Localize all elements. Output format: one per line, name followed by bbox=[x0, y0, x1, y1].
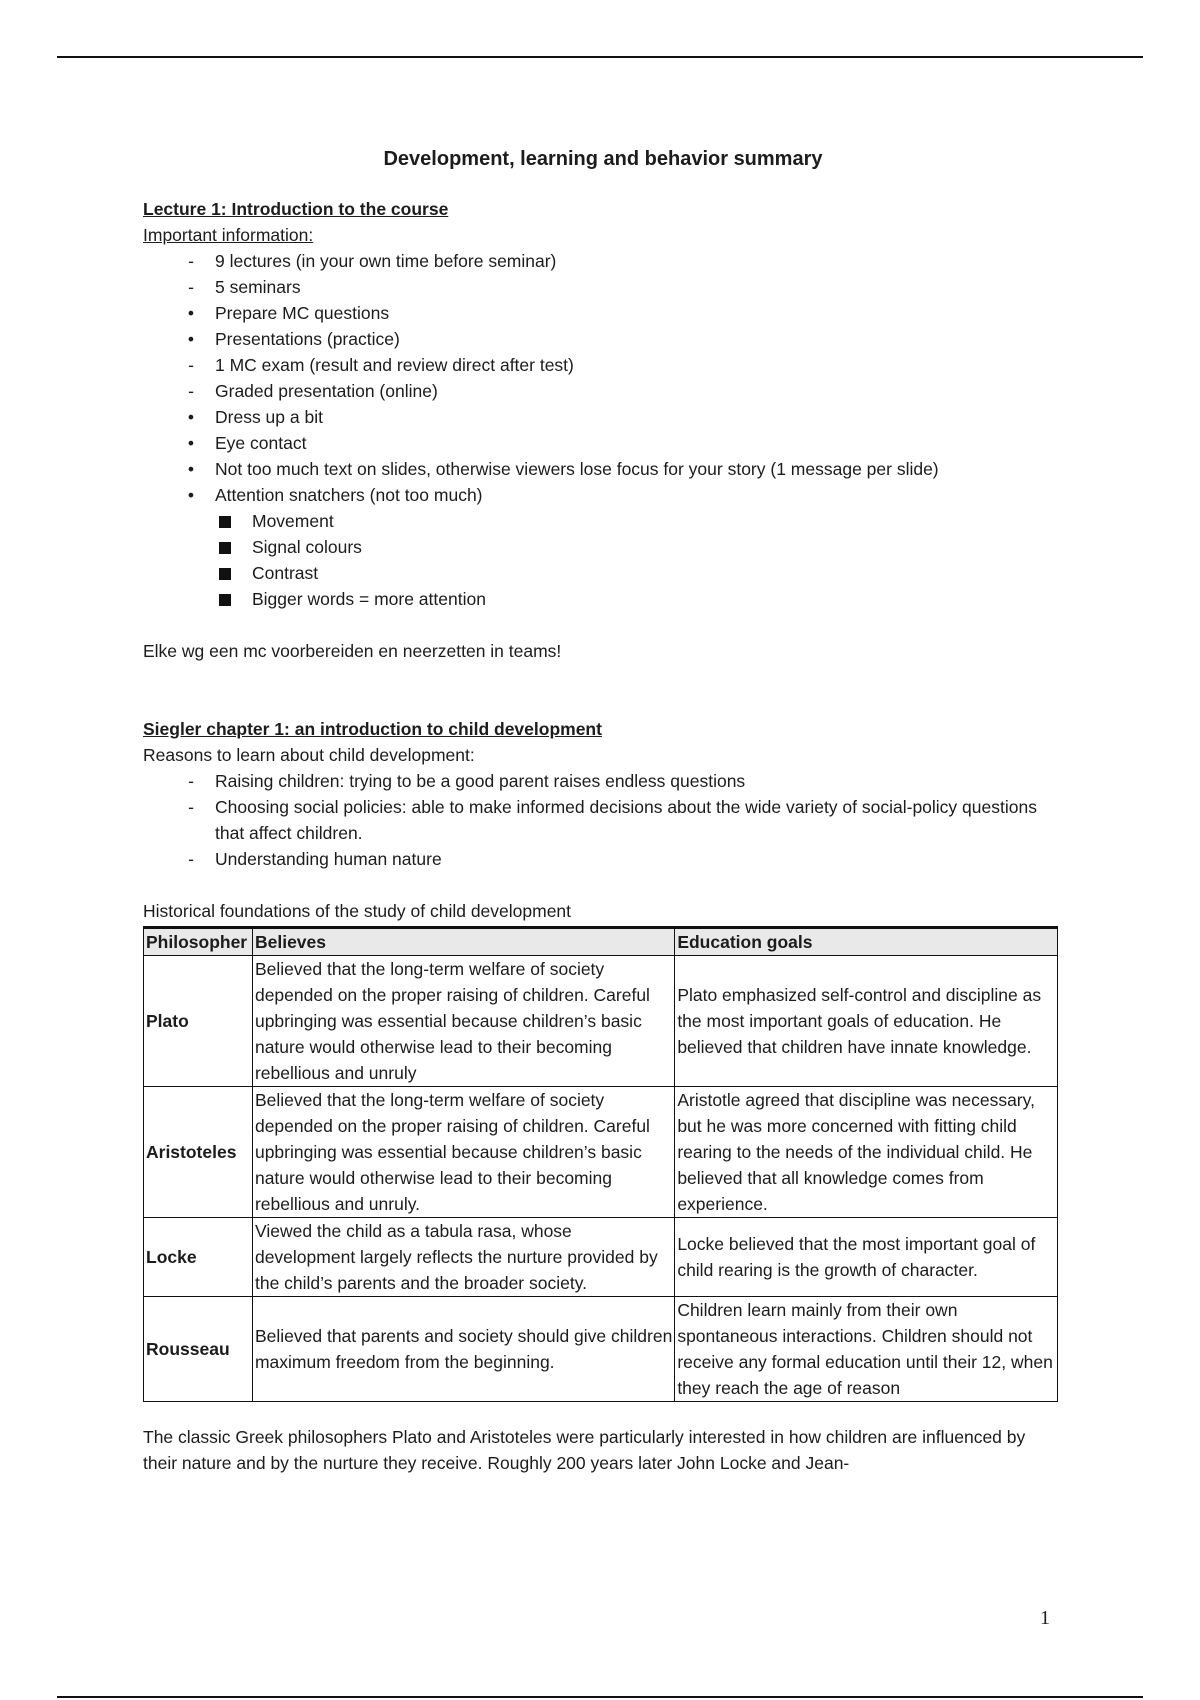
sub-list-item bbox=[143, 560, 1063, 586]
list-item bbox=[143, 274, 1063, 300]
lecture1-subheading: Important information: bbox=[143, 225, 314, 245]
list-marker: • bbox=[187, 303, 195, 323]
list-item-text: 9 lectures (in your own time before seminar) bbox=[215, 251, 557, 271]
list-item-text: Presentations (practice) bbox=[215, 329, 400, 349]
table-header-row bbox=[144, 928, 1058, 956]
sub-list-item bbox=[143, 508, 1063, 534]
list-item bbox=[143, 248, 1063, 274]
list-item-text: Dress up a bit bbox=[215, 407, 323, 427]
header-education-goals: Education goals bbox=[675, 928, 1058, 956]
list-item-text: Graded presentation (online) bbox=[215, 381, 438, 401]
list-item: - Understanding human nature bbox=[188, 849, 442, 869]
list-item bbox=[143, 404, 1063, 430]
list-item-text: Understanding human nature bbox=[215, 849, 442, 869]
header-philosopher: Philosopher bbox=[144, 928, 253, 956]
list-item-text: Not too much text on slides, otherwise viewers lose focus for your story (1 message per slide) bbox=[215, 459, 939, 479]
list-item bbox=[143, 326, 1063, 352]
list-item-text: Raising children: trying to be a good parent raises endless questions bbox=[215, 771, 746, 791]
sub-list-item-text: Movement bbox=[252, 511, 334, 531]
list-marker: - bbox=[188, 355, 194, 375]
goals-cell: Plato emphasized self-control and discipline as the most important goals of education. He believed that children have innate knowledge. bbox=[675, 956, 1058, 1087]
believes-cell: Believed that the long-term welfare of society depended on the proper raising of children. Careful upbringing was essential because children’s basic nature would otherwise lead to their becoming rebellious and unruly bbox=[252, 956, 674, 1087]
philosopher-name: Plato bbox=[144, 956, 253, 1087]
philosopher-name: Locke bbox=[144, 1218, 253, 1297]
list-marker: - bbox=[188, 277, 194, 297]
list-marker: • bbox=[187, 459, 195, 479]
sub-list-item-text: Bigger words = more attention bbox=[252, 589, 486, 609]
document-title: Development, learning and behavior summary bbox=[383, 148, 823, 170]
goals-cell: Aristotle agreed that discipline was necessary, but he was more concerned with fitting child rearing to the needs of the individual child. He believed that all knowledge comes from experience. bbox=[675, 1087, 1058, 1218]
sub-list-item-text: Contrast bbox=[252, 563, 319, 583]
philosopher-name: Rousseau bbox=[144, 1297, 253, 1402]
chapter1-list bbox=[143, 768, 1063, 872]
footer-rule bbox=[57, 1696, 1143, 1698]
square-bullet-icon bbox=[215, 560, 235, 586]
believes-cell: Believed that the long-term welfare of society depended on the proper raising of children. Careful upbringing was essential because children’s basic nature would otherwise lead to their becoming rebellious and unruly. bbox=[252, 1087, 674, 1218]
square-bullet-icon bbox=[215, 534, 235, 560]
table-row bbox=[144, 956, 1058, 1087]
sub-list-item bbox=[143, 534, 1063, 560]
list-item bbox=[143, 300, 1063, 326]
list-item-text: 5 seminars bbox=[215, 277, 301, 297]
list-item bbox=[143, 378, 1063, 404]
sub-list-item bbox=[143, 586, 1063, 612]
philosopher-name: Aristoteles bbox=[144, 1087, 253, 1218]
chapter1-heading: Siegler chapter 1: an introduction to child development bbox=[143, 719, 602, 739]
list-item bbox=[143, 456, 1063, 482]
history-table bbox=[143, 926, 1058, 1402]
table-row bbox=[144, 1087, 1058, 1218]
lecture1-note: Elke wg een mc voorbereiden en neerzetten in teams! bbox=[143, 641, 562, 661]
square-bullet-icon bbox=[215, 586, 235, 612]
list-marker: - bbox=[188, 381, 194, 401]
list-marker: • bbox=[187, 407, 195, 427]
list-item-text: Attention snatchers (not too much) bbox=[215, 485, 483, 505]
page-number: 1 bbox=[1040, 1607, 1050, 1629]
list-item-text: Choosing social policies: able to make informed decisions about the wide variety of social-policy questions that affect children. bbox=[215, 797, 1037, 843]
list-item-text: Prepare MC questions bbox=[215, 303, 390, 323]
list-item-text: Eye contact bbox=[215, 433, 307, 453]
header-rule bbox=[57, 56, 1143, 58]
list-item: - Choosing social policies: able to make informed decisions about the wide variety of social-policy questions that affect children. bbox=[188, 797, 1037, 843]
list-item bbox=[143, 352, 1063, 378]
list-marker: • bbox=[187, 329, 195, 349]
list-item bbox=[143, 482, 1063, 508]
document-page bbox=[143, 140, 1063, 1476]
table-caption: Historical foundations of the study of child development bbox=[143, 901, 572, 921]
lecture1-heading: Lecture 1: Introduction to the course bbox=[143, 199, 449, 219]
goals-cell: Locke believed that the most important goal of child rearing is the growth of character. bbox=[675, 1218, 1058, 1297]
list-marker: • bbox=[187, 485, 195, 505]
believes-cell: Viewed the child as a tabula rasa, whose development largely reflects the nurture provided by the child’s parents and the broader society. bbox=[252, 1218, 674, 1297]
list-marker: • bbox=[187, 433, 195, 453]
goals-cell: Children learn mainly from their own spontaneous interactions. Children should not receive any formal education until their 12, when they reach the age of reason bbox=[675, 1297, 1058, 1402]
table-row bbox=[144, 1297, 1058, 1402]
list-marker: - bbox=[188, 251, 194, 271]
chapter1-intro: Reasons to learn about child development: bbox=[143, 745, 475, 765]
believes-cell: Believed that parents and society should give children maximum freedom from the beginning. bbox=[252, 1297, 674, 1402]
list-item bbox=[143, 430, 1063, 456]
sub-list-item-text: Signal colours bbox=[252, 537, 362, 557]
lecture1-list bbox=[143, 248, 1063, 612]
square-bullet-icon bbox=[215, 508, 235, 534]
list-item: - Raising children: trying to be a good parent raises endless questions bbox=[188, 771, 746, 791]
table-row bbox=[144, 1218, 1058, 1297]
closing-paragraph: The classic Greek philosophers Plato and Aristoteles were particularly interested in how children are influenced by their nature and by the nurture they receive. Roughly 200 years later John Locke and Jean- bbox=[143, 1427, 1026, 1473]
header-believes: Believes bbox=[252, 928, 674, 956]
list-item-text: 1 MC exam (result and review direct after test) bbox=[215, 355, 574, 375]
